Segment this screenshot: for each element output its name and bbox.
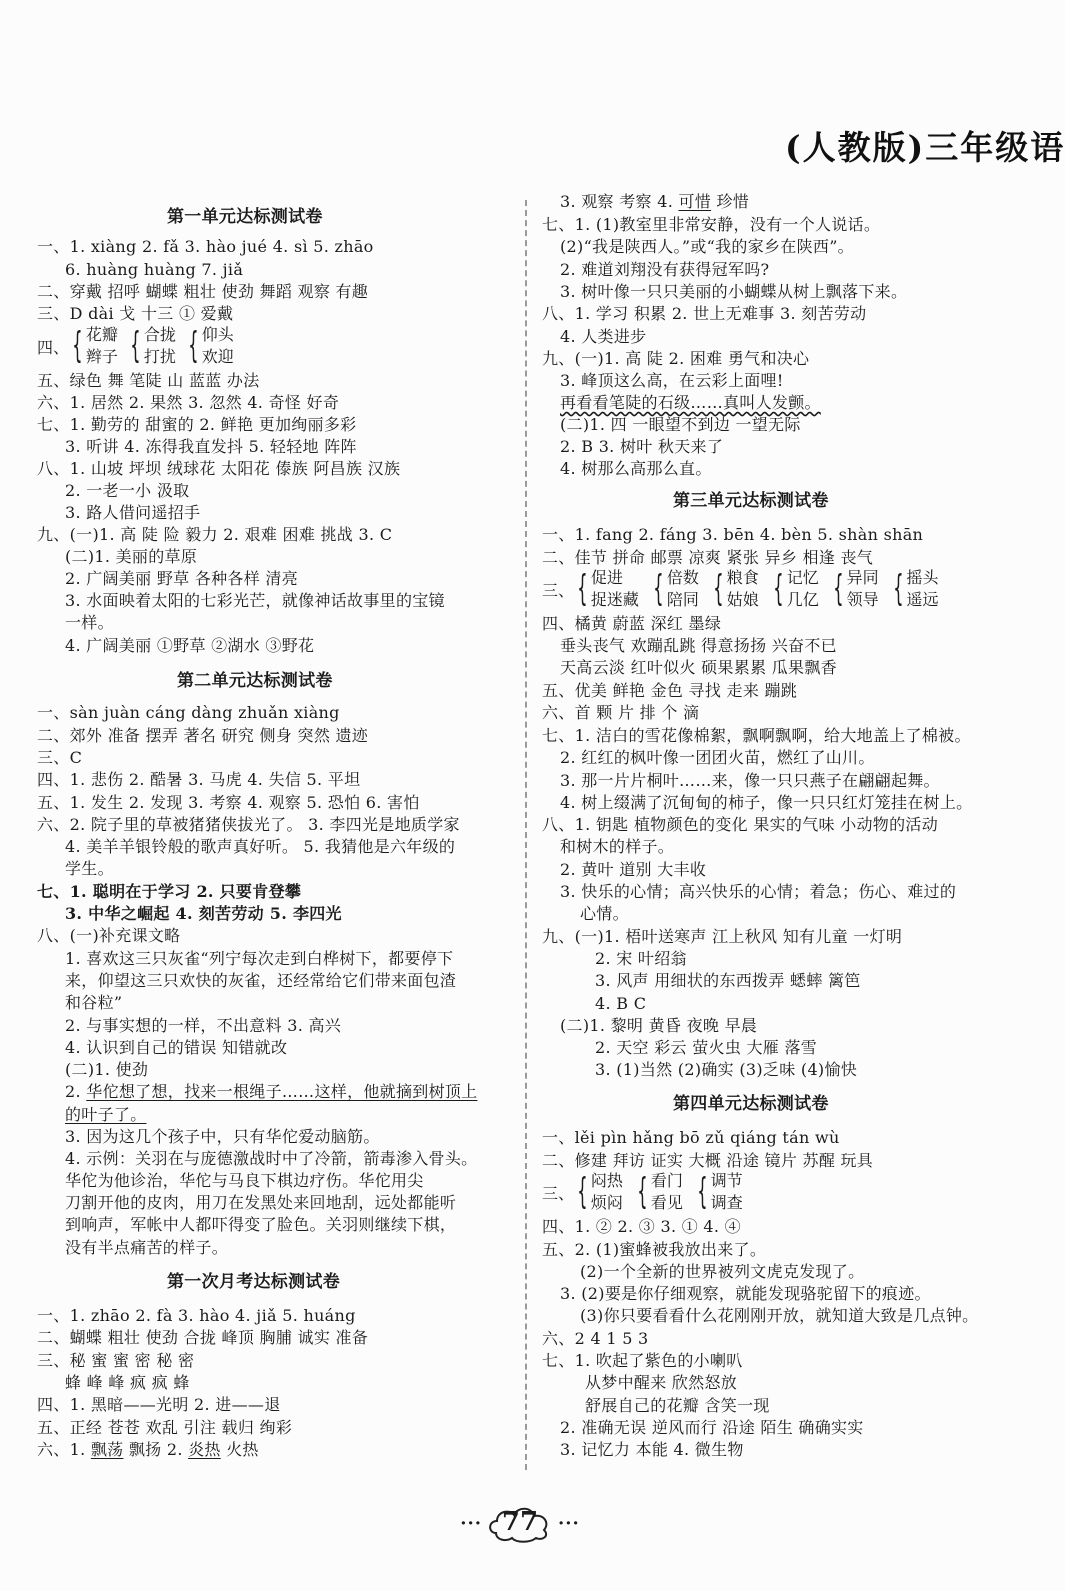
- page-dots-right: ···: [558, 1512, 580, 1534]
- group-word: 看见: [650, 1193, 683, 1212]
- underlined-answer: 飘荡: [90, 1440, 124, 1459]
- group-word: 看门: [650, 1171, 683, 1190]
- answer-line: (2)一个全新的世界被列文虎克发现了。: [580, 1262, 865, 1281]
- answer-line: (二)1. 美丽的草原: [65, 547, 198, 566]
- answer-text: 火热: [220, 1440, 259, 1459]
- answer-line: 七、1. 聪明在于学习 2. 只要肯登攀: [37, 882, 302, 901]
- answer-line: 3. 峰顶这么高，在云彩上面哩!: [560, 371, 784, 390]
- answer-line: 天高云淡 红叶似火 硕果累累 瓜果飘香: [560, 658, 837, 677]
- brace-icon: {: [713, 568, 724, 609]
- answer-line: 4. 人类进步: [560, 327, 647, 346]
- brace-icon: {: [130, 325, 141, 366]
- underlined-answer: 炎热: [188, 1440, 221, 1459]
- brace-icon: {: [72, 325, 83, 366]
- section-title: 第一单元达标测试卷: [167, 207, 323, 227]
- column-divider: [525, 200, 527, 1470]
- section-title: 第四单元达标测试卷: [673, 1094, 829, 1114]
- underlined-answer: 可惜: [678, 192, 712, 211]
- answer-line: 四、1. ② 2. ③ 3. ① 4. ④: [542, 1217, 741, 1236]
- group-word: 调节: [710, 1171, 743, 1190]
- answer-line: 2. 宋 叶绍翁: [595, 949, 687, 968]
- answer-line: 二、穿戴 招呼 蝴蝶 粗壮 使劲 舞蹈 观察 有趣: [37, 282, 369, 301]
- group-word: 倍数: [666, 568, 699, 587]
- answer-line: 七、1. 勤劳的 甜蜜的 2. 鲜艳 更加绚丽多彩: [37, 415, 357, 434]
- page-number: [455, 1500, 585, 1546]
- answer-line: 和谷粒”: [65, 993, 123, 1012]
- answer-line: [65, 1081, 477, 1103]
- answer-line: 六、2. 院子里的草被猪猪侠拔光了。 3. 李四光是地质学家: [37, 815, 460, 834]
- group-word: 打扰: [143, 347, 176, 366]
- answer-line: 3. 水面映着太阳的七彩光芒，就像神话故事里的宝镜: [65, 591, 445, 610]
- answer-line: 和树木的样子。: [560, 837, 675, 856]
- answer-line: 3. 路人借问遥招手: [65, 503, 201, 522]
- brace-icon: {: [697, 1171, 708, 1212]
- group-word: 调查: [710, 1193, 743, 1212]
- group-word: 欢迎: [201, 347, 234, 366]
- section-title: 第二单元达标测试卷: [177, 671, 333, 691]
- answer-line: 2. 与事实想的一样，不出意料 3. 高兴: [65, 1016, 342, 1035]
- answer-line: 六、1. 居然 2. 果然 3. 忽然 4. 奇怪 好奇: [37, 393, 340, 412]
- word-group: [542, 1170, 743, 1214]
- answer-line: (二)1. 四 一眼望不到边 一望无际: [560, 415, 801, 434]
- answer-line: 2. 难道刘翔没有获得冠军吗?: [560, 260, 770, 279]
- group-word: 记忆: [786, 568, 819, 587]
- answer-line: 3. 快乐的心情；高兴快乐的心情；着急；伤心、难过的: [560, 882, 957, 901]
- answer-line: 刀割开他的皮肉，用刀在发黑处来回地刮，远处都能听: [65, 1193, 457, 1212]
- answer-line: 五、正经 苍苍 欢乱 引注 载归 绚彩: [37, 1418, 293, 1437]
- brace-icon: {: [833, 568, 844, 609]
- answer-line: 来，仰望这三只欢快的灰雀，还经常给它们带来面包渣: [65, 971, 457, 990]
- answer-line: 一、1. fang 2. fáng 3. bēn 4. bèn 5. shàn shān: [542, 525, 924, 544]
- answer-line: 五、绿色 舞 笔陡 山 蓝蓝 办法: [37, 371, 260, 390]
- page-dots-left: ···: [460, 1512, 482, 1534]
- answer-line: 八、1. 山坡 坪坝 绒球花 太阳花 傣族 阿昌族 汉族: [37, 459, 401, 478]
- group-word: 辫子: [85, 347, 118, 366]
- answer-line: 九、(一)1. 高 陡 2. 困难 勇气和决心: [542, 349, 810, 368]
- answer-line: 没有半点痛苦的样子。: [65, 1238, 229, 1257]
- group-word: 促进: [590, 568, 623, 587]
- answer-line: 六、首 颗 片 排 个 滴: [542, 703, 700, 722]
- answer-line: 2. 一老一小 汲取: [65, 481, 190, 500]
- group-word: 闷热: [590, 1171, 623, 1190]
- answer-line: (二)1. 黎明 黄昏 夜晚 早晨: [560, 1016, 758, 1035]
- answer-line: (二)1. 使劲: [65, 1060, 149, 1079]
- answer-line: 八、1. 钥匙 植物颜色的变化 果实的气味 小动物的活动: [542, 815, 939, 834]
- brace-icon: {: [188, 325, 199, 366]
- answer-line: 一、1. zhāo 2. fà 3. hào 4. jiǎ 5. huáng: [37, 1306, 356, 1325]
- brace-icon: {: [773, 568, 784, 609]
- answer-line: 3. 因为这几个孩子中，只有华佗爱动脑筋。: [65, 1127, 380, 1146]
- question-number: 四、: [37, 337, 70, 357]
- answer-line: 三、C: [37, 748, 83, 767]
- group-word: 粮食: [726, 568, 759, 587]
- answer-line: 3. 那一片片桐叶……来，像一只只燕子在翩翩起舞。: [560, 771, 940, 790]
- answer-line: 4. B C: [595, 994, 647, 1013]
- answer-line: 3. 中华之崛起 4. 刻苦劳动 5. 李四光: [65, 904, 342, 923]
- answer-line: 二、佳节 拼命 邮票 凉爽 紧张 异乡 相逢 丧气: [542, 548, 874, 567]
- answer-line: 八、(一)补充课文略: [37, 926, 181, 945]
- answer-line: 二、蝴蝶 粗壮 使劲 合拢 峰顶 胸脯 诚实 准备: [37, 1328, 369, 1347]
- section-title: 第三单元达标测试卷: [673, 491, 829, 511]
- answer-line: 3. 风声 用细状的东西拨弄 蟋蟀 篱笆: [595, 971, 861, 990]
- brace-icon: {: [892, 568, 904, 609]
- answer-line: 六、2 4 1 5 3: [542, 1329, 649, 1348]
- item-number: 2.: [65, 1082, 87, 1101]
- answer-line: 蜂 峰 峰 疯 疯 蜂: [65, 1373, 190, 1392]
- page-header-title: (人教版)三年级语: [785, 128, 1065, 167]
- group-word: 陪同: [666, 590, 699, 609]
- group-word: 遥远: [906, 590, 939, 609]
- answer-line: 五、1. 发生 2. 发现 3. 考察 4. 观察 5. 恐怕 6. 害怕: [37, 793, 420, 812]
- answer-line: 二、郊外 准备 摆弄 著名 研究 侧身 突然 遗迹: [37, 726, 369, 745]
- answer-line: 从梦中醒来 欣然怒放: [585, 1373, 738, 1392]
- answer-line: 3. (1)当然 (2)确实 (3)乏味 (4)愉快: [595, 1060, 858, 1079]
- answer-line: 学生。: [65, 859, 114, 878]
- brace-icon: {: [577, 568, 588, 609]
- group-word: 烦闷: [590, 1193, 623, 1212]
- answer-line: 三、秘 蜜 蜜 密 秘 密: [37, 1351, 195, 1370]
- answer-line: 华佗为他诊治，华佗与马良下棋边疗伤。华佗用尖: [65, 1171, 424, 1190]
- group-word: 异同: [846, 568, 879, 587]
- group-word: 仰头: [201, 325, 234, 344]
- answer-line: 五、2. (1)蜜蜂被我放出来了。: [542, 1240, 767, 1259]
- answer-text: 飘扬 2.: [123, 1440, 189, 1459]
- answer-line: (3)你只要看看什么花刚刚开放，就知道大致是几点钟。: [580, 1306, 979, 1325]
- answer-line: 6. huàng huàng 7. jiǎ: [65, 260, 244, 279]
- answer-line: [560, 392, 821, 414]
- answer-line: 三、D dài 戈 十三 ① 爱戴: [37, 304, 234, 323]
- answer-line: 2. 准确无误 逆风而行 沿途 陌生 确确实实: [560, 1418, 864, 1437]
- group-word: 领导: [846, 590, 879, 609]
- answer-line: 舒展自己的花瓣 含笑一现: [585, 1396, 770, 1415]
- answer-line: [65, 1104, 147, 1126]
- answer-line: 九、(一)1. 高 陡 险 毅力 2. 艰难 困难 挑战 3. C: [37, 525, 393, 544]
- group-word: 姑娘: [726, 590, 759, 609]
- section-title: 第一次月考达标测试卷: [167, 1272, 340, 1292]
- answer-line: 1. 喜欢这三只灰雀“列宁每次走到白桦树下，都要停下: [65, 949, 454, 968]
- page-number-text: 77: [501, 1507, 539, 1537]
- answer-line: 4. 树上缀满了沉甸甸的柿子，像一只只红灯笼挂在树上。: [560, 793, 973, 812]
- answer-line: 3. 记忆力 本能 4. 微生物: [560, 1440, 744, 1459]
- answer-line: [560, 191, 749, 213]
- brace-icon: {: [577, 1171, 588, 1212]
- answer-line: 心情。: [580, 904, 629, 923]
- group-word: 摇头: [906, 568, 939, 587]
- group-word: 几亿: [786, 590, 819, 609]
- word-group: [542, 567, 939, 611]
- answer-line: 一、lěi pìn hǎng bō zǔ qiáng tán wù: [542, 1128, 840, 1147]
- answer-line: 4. 示例：关羽在与庞德激战时中了冷箭，箭毒渗入骨头。: [65, 1149, 478, 1168]
- answer-line: 4. 树那么高那么直。: [560, 459, 712, 478]
- answer-line: 2. B 3. 树叶 秋天来了: [560, 437, 724, 456]
- answer-line: 七、1. 吹起了紫色的小喇叭: [542, 1351, 743, 1370]
- answer-text: 3. 观察 考察 4.: [560, 192, 679, 211]
- answer-line: 一、sàn juàn cáng dàng zhuǎn xiàng: [37, 703, 340, 722]
- answer-line: 四、1. 黑暗——光明 2. 进——退: [37, 1395, 281, 1414]
- answer-line: 2. 红红的枫叶像一团团火苗，燃红了山川。: [560, 748, 875, 767]
- answer-line: 一、1. xiàng 2. fǎ 3. hào jué 4. sì 5. zhāo: [37, 237, 374, 256]
- cloud-icon: [486, 1503, 554, 1543]
- group-word: 捉迷藏: [590, 590, 639, 609]
- answer-line: 4. 美羊羊银铃般的歌声真好听。 5. 我猜他是六年级的: [65, 837, 456, 856]
- answer-line: 3. 听讲 4. 冻得我直发抖 5. 轻轻地 阵阵: [65, 437, 357, 456]
- answer-line: (2)“我是陕西人。”或“我的家乡在陕西”。: [560, 237, 854, 256]
- answer-line: [37, 1439, 259, 1461]
- answer-line: 4. 认识到自己的错误 知错就改: [65, 1038, 288, 1057]
- answer-line: 二、修建 拜访 证实 大概 沿途 镜片 苏醒 玩具: [542, 1151, 874, 1170]
- answer-line: 2. 广阔美丽 野草 各种各样 清亮: [65, 569, 299, 588]
- answer-line: 3. 树叶像一只只美丽的小蝴蝶从树上飘落下来。: [560, 282, 908, 301]
- answer-line: 五、优美 鲜艳 金色 寻找 走来 蹦跳: [542, 681, 798, 700]
- question-number: 三、: [542, 580, 575, 600]
- answer-line: 到响声，军帐中人都吓得变了脸色。关羽则继续下棋，: [65, 1215, 457, 1234]
- answer-line: 2. 天空 彩云 萤火虫 大雁 落雪: [595, 1038, 818, 1057]
- underlined-answer: 的叶子了。: [65, 1105, 147, 1124]
- word-group: [37, 324, 234, 368]
- answer-line: 七、1. (1)教室里非常安静，没有一个人说话。: [542, 215, 881, 234]
- answer-line: 七、1. 洁白的雪花像棉絮，飘啊飘啊，给大地盖上了棉被。: [542, 726, 971, 745]
- underlined-answer: 华佗想了想，找来一根绳子……这样，他就摘到树顶上: [86, 1082, 478, 1101]
- answer-line: 一样。: [65, 613, 114, 632]
- answer-line: 2. 黄叶 道别 大丰收: [560, 860, 707, 879]
- answer-text: 珍惜: [711, 192, 750, 211]
- group-word: 合拢: [143, 325, 176, 344]
- brace-icon: {: [637, 1171, 648, 1212]
- answer-line: 3. (2)要是你仔细观察，就能发现骆驼留下的痕迹。: [560, 1284, 931, 1303]
- answer-line: 四、1. 悲伤 2. 酷暑 3. 马虎 4. 失信 5. 平坦: [37, 770, 361, 789]
- question-number: 三、: [542, 1183, 575, 1203]
- answer-line: 九、(一)1. 梧叶送寒声 江上秋风 知有儿童 一灯明: [542, 927, 903, 946]
- answer-line: 四、橘黄 蔚蓝 深红 墨绿: [542, 614, 722, 633]
- underlined-answer: 再看看笔陡的石级……真叫人发颤。: [560, 393, 821, 412]
- item-number: 六、1.: [37, 1440, 91, 1459]
- answer-line: 4. 广阔美丽 ①野草 ②湖水 ③野花: [65, 636, 315, 655]
- answer-line: 垂头丧气 欢蹦乱跳 得意扬扬 兴奋不已: [560, 636, 837, 655]
- brace-icon: {: [653, 568, 664, 609]
- answer-line: 八、1. 学习 积累 2. 世上无难事 3. 刻苦劳动: [542, 304, 867, 323]
- group-word: 花瓣: [85, 325, 118, 344]
